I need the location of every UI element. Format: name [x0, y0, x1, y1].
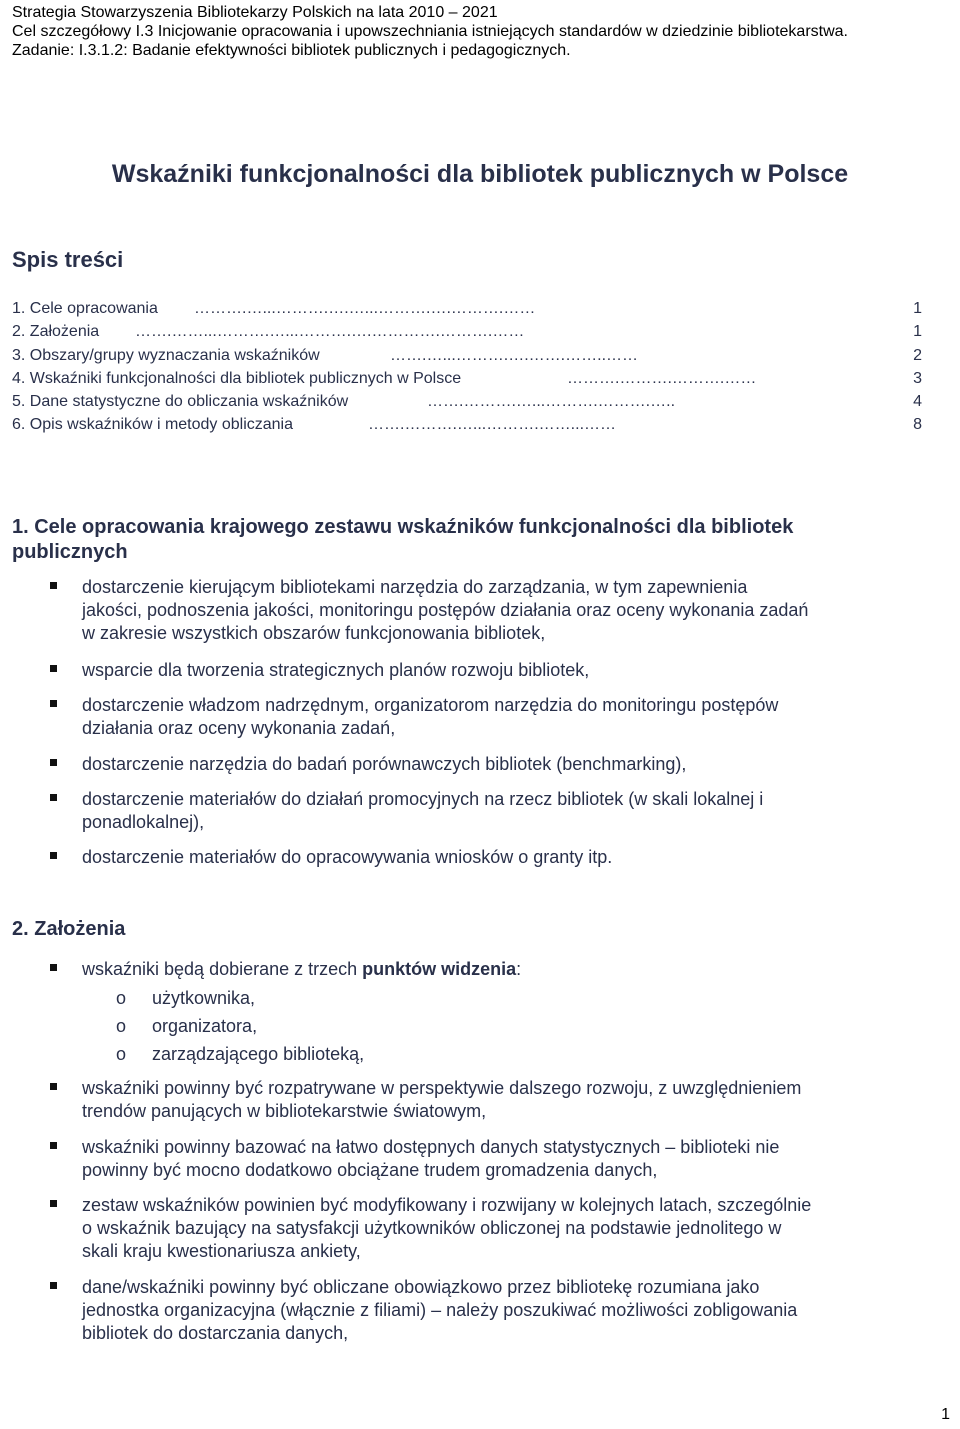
list-item-line: trendów panujących w bibliotekarstwie światowym,	[82, 1101, 487, 1121]
toc-entry-page: 1	[913, 323, 922, 341]
square-bullet-icon	[50, 964, 57, 971]
sub-list-item: zarządzającego biblioteką,	[152, 1044, 365, 1064]
list-item	[82, 659, 942, 682]
list-item-line: skali kraju kwestionariusza ankiety,	[82, 1241, 361, 1261]
page-number: 1	[941, 1406, 950, 1423]
list-item-line: działania oraz oceny wykonania zadań,	[82, 718, 396, 738]
toc-entry[interactable]	[12, 390, 922, 413]
list-item-text: :	[516, 959, 522, 979]
list-item-line: jednostka organizacyjna (włącznie z filiami) – należy poszukiwać możliwości zobligowania	[82, 1300, 798, 1320]
toc-entry-leader: ……….…...……….….…...……….….……….……	[194, 300, 536, 317]
square-bullet-icon	[50, 1142, 57, 1149]
square-bullet-icon	[50, 759, 57, 766]
toc-entry[interactable]	[12, 413, 922, 436]
toc-entry-label: 4. Wskaźniki funkcjonalności dla bibliotek publicznych w Polsce	[12, 369, 462, 387]
toc-entry-page: 1	[913, 300, 922, 317]
toc-heading: Spis treści	[12, 247, 124, 272]
square-bullet-icon	[50, 700, 57, 707]
toc-entry-leader: ……….……….……….……	[567, 369, 757, 387]
document-title: Wskaźniki funkcjonalności dla bibliotek publicznych w Polsce	[111, 160, 849, 188]
sub-bullet-marker: o	[116, 988, 127, 1008]
square-bullet-icon	[50, 1200, 57, 1207]
toc-entry-leader: …….……….…...……….……….…..	[427, 393, 676, 411]
square-bullet-icon	[50, 1282, 57, 1289]
sub-bullet-marker: o	[116, 1044, 127, 1064]
toc-entry-label: 5. Dane statystyczne do obliczania wskaźników	[12, 393, 349, 411]
list-item-text: wskaźniki będą dobierane z trzech	[82, 959, 363, 979]
list-item	[82, 1136, 942, 1182]
square-bullet-icon	[50, 1083, 57, 1090]
list-item	[82, 576, 942, 645]
header-objective-line: Cel szczegółowy I.3 Inicjowanie opracowania i upowszechniania istniejących standardów w dziedzinie bibliotekarstwa.	[12, 23, 848, 40]
toc-entry[interactable]	[12, 320, 922, 343]
list-item-line: dostarczenie materiałów do działań promocyjnych na rzecz bibliotek (w skali lokalnej i	[82, 789, 764, 809]
sub-list-item: użytkownika,	[152, 988, 256, 1008]
toc-entry-label: 6. Opis wskaźników i metody obliczania	[12, 416, 294, 434]
list-item-line: wsparcie dla tworzenia strategicznych planów rozwoju bibliotek,	[82, 660, 590, 680]
list-item-line: zestaw wskaźników powinien być modyfikowany i rozwijany w kolejnych latach, szczególnie	[82, 1195, 812, 1215]
sub-bullet-marker: o	[116, 1016, 127, 1036]
list-item-line: w zakresie wszystkich obszarów funkcjonowania bibliotek,	[82, 623, 546, 643]
sub-list-item: organizatora,	[152, 1016, 258, 1036]
square-bullet-icon	[50, 852, 57, 859]
toc-entry[interactable]	[12, 367, 922, 390]
list-item	[82, 788, 942, 834]
section-1-heading-line: publicznych	[12, 541, 128, 563]
section-2-heading: 2. Założenia	[12, 918, 126, 940]
toc-entry-label: 2. Założenia	[12, 323, 100, 341]
list-item	[82, 753, 942, 776]
list-item-line: dostarczenie materiałów do opracowywania wniosków o granty itp.	[82, 847, 613, 867]
list-item-line: bibliotek do dostarczania danych,	[82, 1323, 349, 1343]
toc-entry-page: 2	[913, 346, 922, 364]
toc-entry-label: 1. Cele opracowania	[12, 300, 158, 317]
list-item	[82, 846, 942, 869]
section-1-heading	[12, 515, 793, 565]
header-strategy-line: Strategia Stowarzyszenia Bibliotekarzy Polskich na lata 2010 – 2021	[12, 4, 498, 21]
running-header	[12, 3, 952, 60]
list-item-line: jakości, podnoszenia jakości, monitoringu postępów działania oraz oceny wykonania zadań	[82, 600, 809, 620]
list-item	[82, 1077, 942, 1123]
toc-entry-page: 4	[913, 393, 922, 411]
list-item-line: dostarczenie narzędzia do badań porównawczych bibliotek (benchmarking),	[82, 754, 687, 774]
square-bullet-icon	[50, 582, 57, 589]
toc-entry-label: 3. Obszary/grupy wyznaczania wskaźników	[12, 346, 320, 364]
list-item-line: powinny być mocno dodatkowo obciążane trudem gromadzenia danych,	[82, 1160, 658, 1180]
toc-entry-leader: …….……...……….…...……….….………….……….……	[135, 323, 525, 341]
list-item	[82, 1194, 942, 1263]
square-bullet-icon	[50, 794, 57, 801]
list-item-line: o wskaźnik bazujący na satysfakcji użytkowników obliczonej na podstawie jednolitego w	[82, 1218, 782, 1238]
list-item-line: dostarczenie kierującym bibliotekami narzędzia do zarządzania, w tym zapewnienia	[82, 577, 748, 597]
list-item	[82, 958, 942, 981]
toc-entry-page: 8	[913, 416, 922, 434]
list-item-line: dane/wskaźniki powinny być obliczane obowiązkowo przez bibliotekę rozumiana jako	[82, 1277, 760, 1297]
list-item-line: wskaźniki powinny być rozpatrywane w perspektywie dalszego rozwoju, z uwzględnieniem	[82, 1078, 802, 1098]
list-item-line: wskaźniki powinny bazować na łatwo dostępnych danych statystycznych – biblioteki nie	[82, 1137, 780, 1157]
list-item	[82, 1276, 942, 1345]
list-item-line: dostarczenie władzom nadrzędnym, organizatorom narzędzia do monitoringu postępów	[82, 695, 779, 715]
header-task-line: Zadanie: I.3.1.2: Badanie efektywności bibliotek publicznych i pedagogicznych.	[12, 42, 571, 59]
list-item	[82, 694, 942, 740]
toc-entry[interactable]	[12, 344, 922, 367]
square-bullet-icon	[50, 665, 57, 672]
list-item-line: ponadlokalnej),	[82, 812, 205, 832]
toc-entry-leader: …….……….…...……….……...……	[368, 416, 617, 434]
list-item-bold-text: punktów widzenia	[362, 959, 517, 979]
section-1-heading-line: 1. Cele opracowania krajowego zestawu wskaźników funkcjonalności dla bibliotek	[12, 516, 794, 538]
toc-entry-leader: …….…...……….….…….……..……	[390, 346, 639, 364]
toc-entry[interactable]	[12, 297, 922, 320]
toc-entry-page: 3	[913, 369, 922, 387]
table-of-contents	[12, 297, 922, 437]
